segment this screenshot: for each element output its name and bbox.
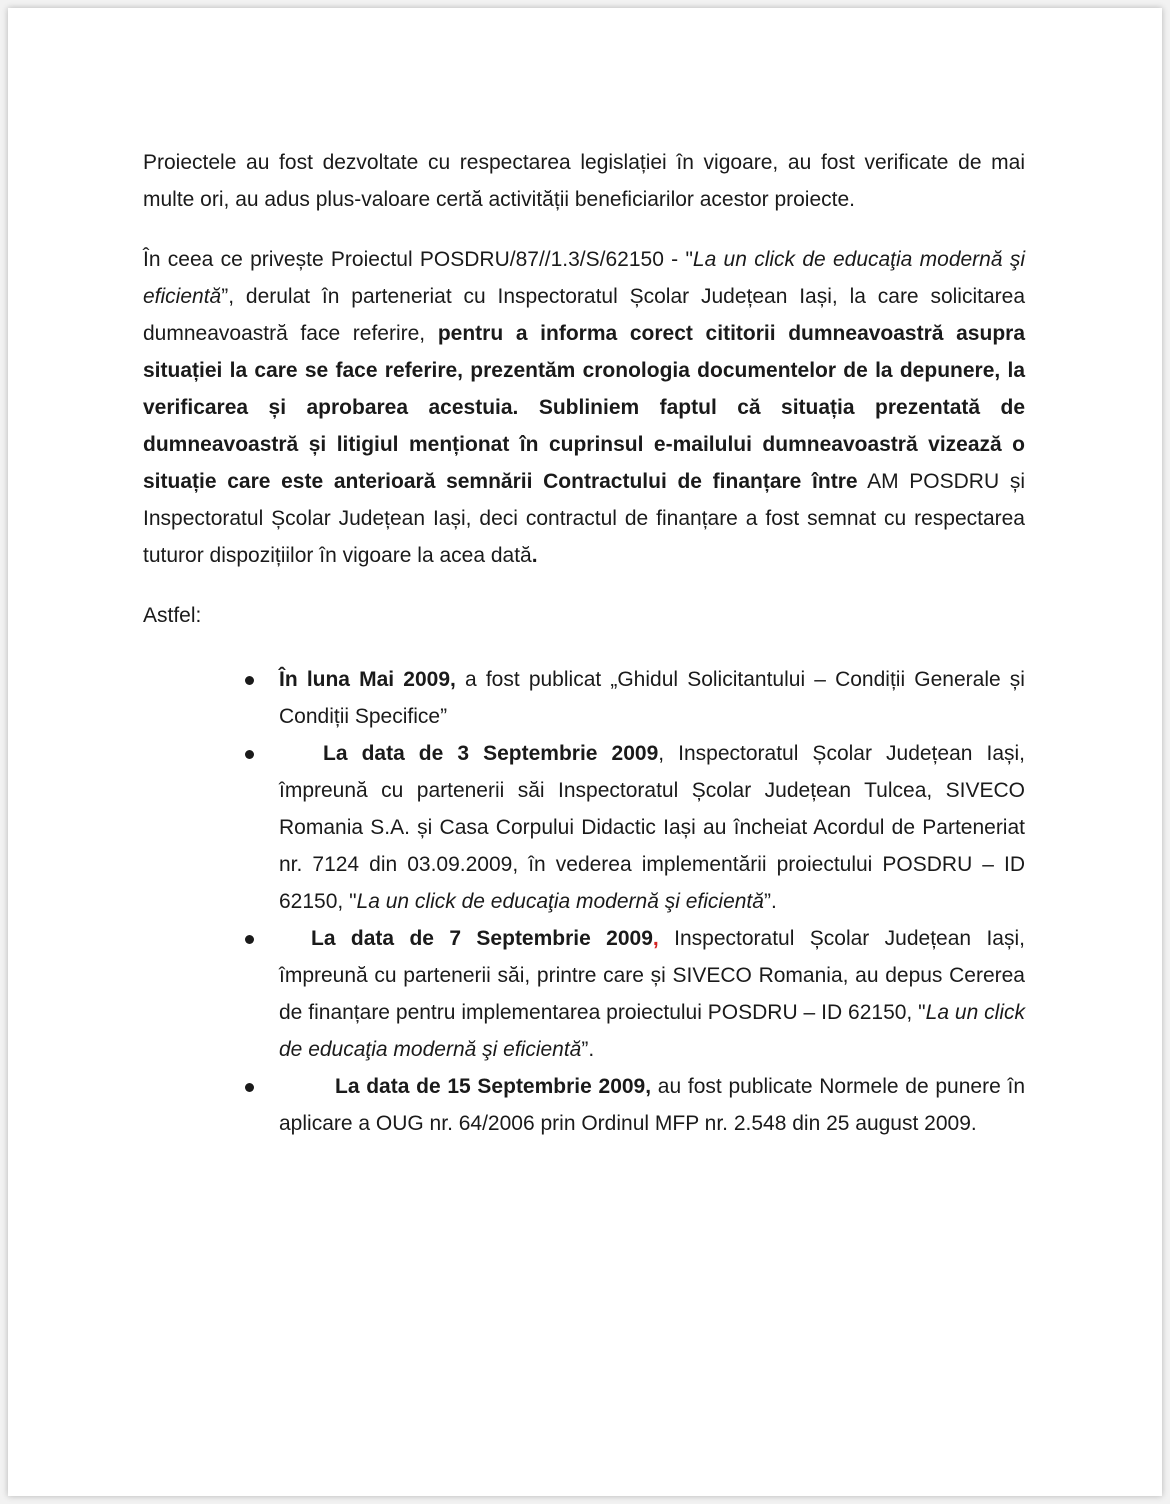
chronology-item-3-end: ”. bbox=[581, 1038, 595, 1061]
chronology-item-4-text: au fost publicate Normele de punere în aplicare a OUG nr. 64/2006 prin Ordinul MFP nr. 2.548 din 25 august 2009. bbox=[279, 1075, 1025, 1135]
project-tail-text: AM POSDRU și Inspectoratul Școlar Județean Iași, deci contractul de finanțare a fost semnat cu respectarea tuturor dispozițiilor în vigoare la acea dată bbox=[143, 470, 1025, 567]
paragraph-intro bbox=[143, 144, 1025, 218]
chronology-item-3-comma: , bbox=[652, 927, 659, 950]
paragraph-project bbox=[143, 241, 1025, 574]
paragraph-astfel bbox=[143, 597, 1025, 634]
chronology-item-1-date: În luna Mai 2009, bbox=[279, 668, 456, 691]
chronology-item-1-text: a fost publicat „Ghidul Solicitantului – Condiții Generale și Condiții Specifice” bbox=[279, 668, 1025, 728]
chronology-item-2 bbox=[279, 735, 1025, 920]
chronology-item-3 bbox=[279, 920, 1025, 1068]
document-page bbox=[8, 8, 1162, 1496]
chronology-item-4 bbox=[279, 1068, 1025, 1142]
chronology-item-2-text: , Inspectoratul Școlar Județean Iași, împreună cu partenerii săi Inspectoratul Școlar Județean Tulcea, SIVECO Romania S.A. și Casa Corpului Didactic Iași au încheiat Acordul de Parteneriat nr. 7124 din 03.09.2009, în vederea implementării proiectului POSDRU – ID 62150, " bbox=[279, 742, 1025, 913]
chronology-item-1 bbox=[279, 661, 1025, 735]
document-content bbox=[143, 144, 1025, 1142]
chronology-item-4-date: La data de 15 Septembrie 2009, bbox=[335, 1075, 652, 1098]
project-title: La un click de educaţia modernă şi eficientă bbox=[143, 248, 1025, 308]
project-bold-statement: pentru a informa corect cititorii dumneavoastră asupra situației la care se face referire, prezentăm cronologia documentelor de la depunere, la verificarea și aprobarea acestuia. Subliniem faptul că situația prezentată de dumneavoastră și litigiul menționat în cuprinsul e-mailului dumneavoastră vizează o situație care este anterioară semnării Contractului de finanțare între bbox=[143, 322, 1025, 493]
chronology-item-2-end: ”. bbox=[763, 890, 777, 913]
chronology-item-3-project-title: La un click de educaţia modernă şi eficientă bbox=[279, 1001, 1026, 1061]
chronology-item-2-project-title: La un click de educaţia modernă şi eficientă bbox=[356, 890, 764, 913]
project-tail-period: . bbox=[531, 544, 538, 567]
chronology-item-3-date: La data de 7 Septembrie 2009 bbox=[311, 927, 653, 950]
bullet-icon bbox=[245, 750, 254, 759]
paragraph-intro-text: Proiectele au fost dezvoltate cu respectarea legislației în vigoare, au fost verificate de mai multe ori, au adus plus-valoare certă activității beneficiarilor acestor proiecte. bbox=[143, 151, 1025, 211]
bullet-icon bbox=[245, 676, 254, 685]
project-intro-text: În ceea ce privește Proiectul POSDRU/87//1.3/S/62150 - " bbox=[143, 248, 693, 271]
bullet-icon bbox=[245, 935, 254, 944]
chronology-item-2-date: La data de 3 Septembrie 2009 bbox=[323, 742, 659, 765]
bullet-icon bbox=[245, 1083, 254, 1092]
chronology-list bbox=[143, 661, 1025, 1142]
project-after-title-text: ”, derulat în parteneriat cu Inspectoratul Școlar Județean Iași, la care solicitarea dumneavoastră face referire, bbox=[143, 285, 1025, 345]
astfel-label: Astfel: bbox=[143, 604, 202, 627]
chronology-item-3-text: Inspectoratul Școlar Județean Iași, împreună cu partenerii săi, printre care și SIVECO Romania, au depus Cererea de finanțare pentru implementarea proiectului POSDRU – ID 62150, " bbox=[279, 927, 1025, 1024]
